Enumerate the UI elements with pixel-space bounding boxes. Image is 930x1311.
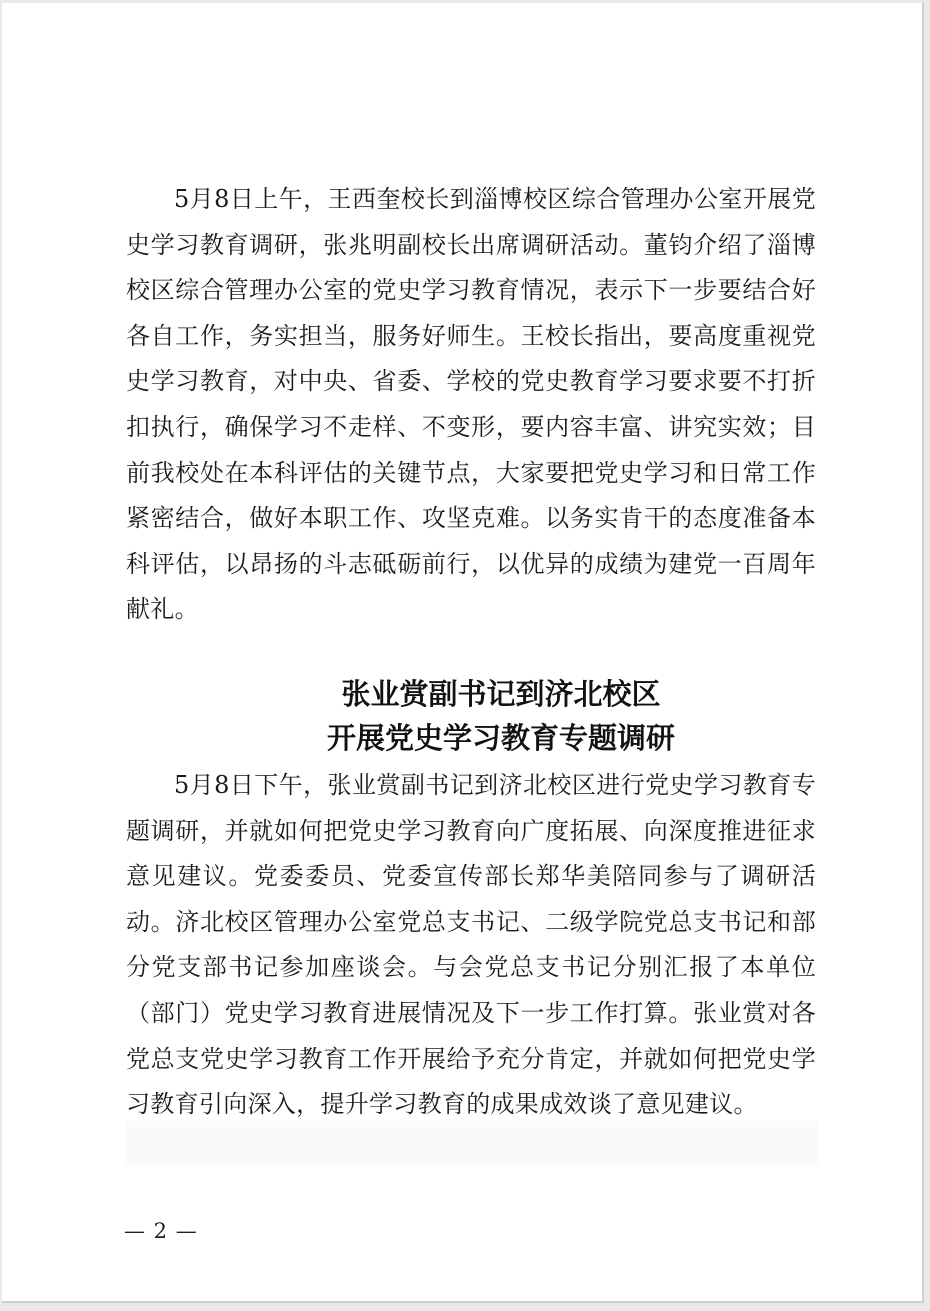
body-paragraph-2: 5月8日下午，张业赏副书记到济北校区进行党史学习教育专题调研，并就如何把党史学习教育向广度拓展、向深度推进征求意见建议。党委委员、党委宣传部长郑华美陪同参与了调研活动。济北校区管理办公室党总支书记、二级学院党总支书记和部分党支部书记参加座谈会。与会党总支书记分别汇报了本单位（部门）党史学习教育进展情况及下一步工作打算。张业赏对各党总支党史学习教育工作开展给予充分肯定，并就如何把党史学习教育引向深入，提升学习教育的成果成效谈了意见建议。 [126, 771, 816, 1119]
section-heading-line-2: 开展党史学习教育专题调研 [326, 721, 675, 755]
body-paragraph-1: 5月8日上午，王西奎校长到淄博校区综合管理办公室开展党史学习教育调研，张兆明副校长出席调研活动。董钧介绍了淄博校区综合管理办公室的党史学习教育情况，表示下一步要结合好各自工作，务实担当，服务好师生。王校长指出，要高度重视党史学习教育，对中央、省委、学校的党史教育学习要求要不打折扣执行，确保学习不走样、不变形，要内容丰富、讲究实效；目前我校处在本科评估的关键节点，大家要把党史学习和日常工作紧密结合，做好本职工作、攻坚克难。以务实肯干的态度准备本科评估，以昂扬的斗志砥砺前行，以优异的成绩为建党一百周年献礼。 [126, 185, 816, 624]
blank-band [126, 1121, 818, 1165]
section-heading-line-1: 张业赏副书记到济北校区 [341, 677, 661, 711]
document-page [2, 3, 924, 1303]
page-number: — 2 — [124, 1219, 198, 1243]
